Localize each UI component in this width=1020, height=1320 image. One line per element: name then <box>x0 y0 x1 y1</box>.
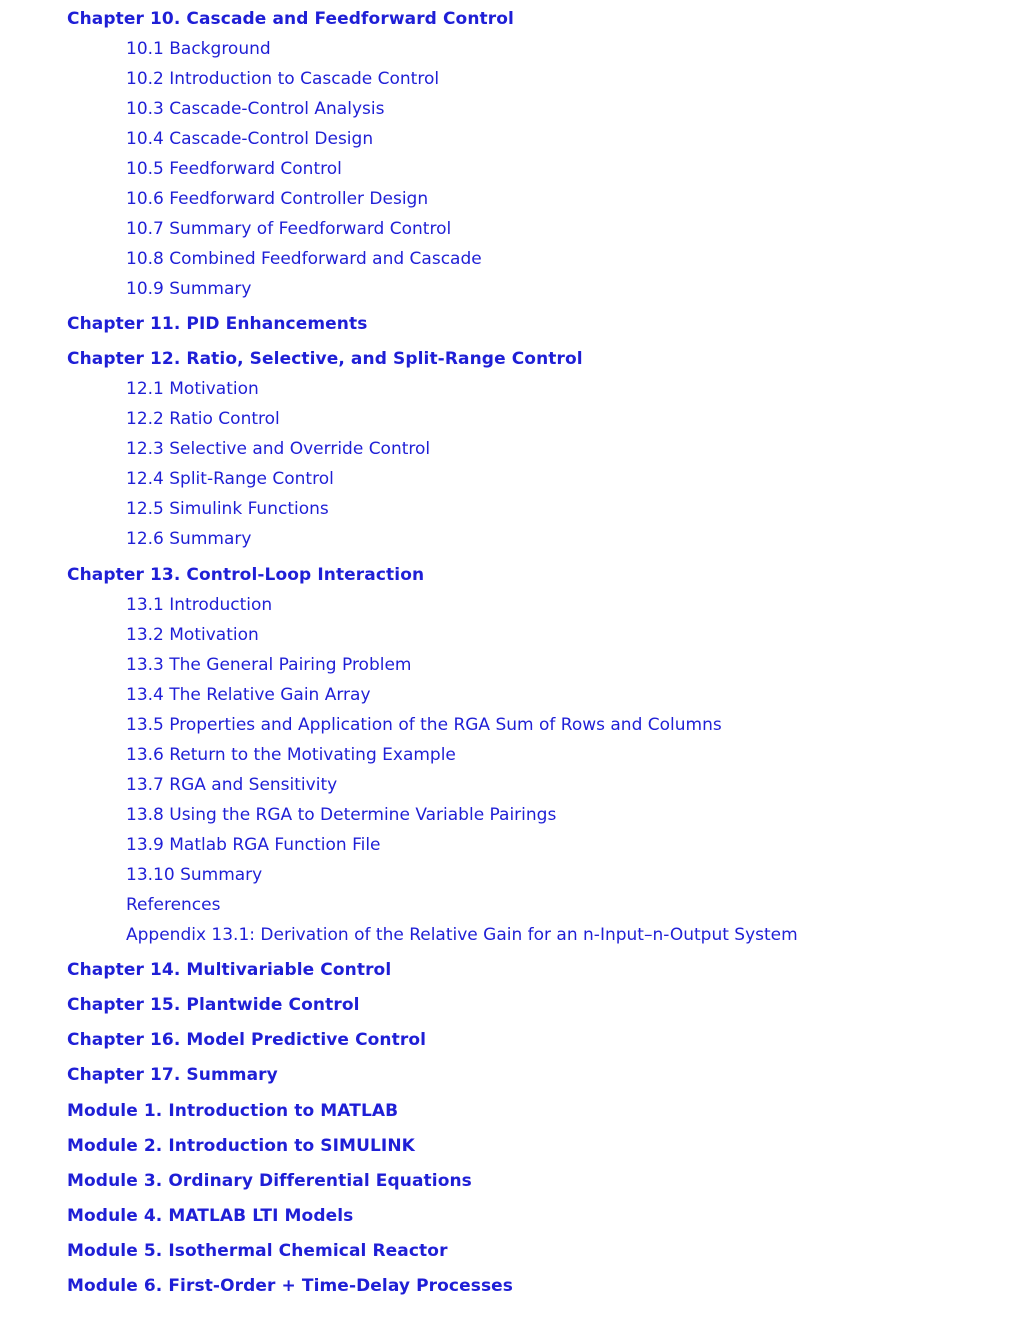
toc-section-13-1[interactable]: 13.1 Introduction <box>126 595 273 615</box>
toc-module-6[interactable]: Module 6. First-Order + Time-Delay Processes <box>67 1276 514 1296</box>
toc-section-10-6[interactable]: 10.6 Feedforward Controller Design <box>126 189 429 209</box>
toc-section-10-7[interactable]: 10.7 Summary of Feedforward Control <box>126 219 452 239</box>
toc-module-5[interactable]: Module 5. Isothermal Chemical Reactor <box>67 1241 448 1261</box>
toc-section-13-7[interactable]: 13.7 RGA and Sensitivity <box>126 775 338 795</box>
toc-module-2[interactable]: Module 2. Introduction to SIMULINK <box>67 1136 415 1156</box>
toc-section-12-4[interactable]: 12.4 Split-Range Control <box>126 469 334 489</box>
toc-section-13-4[interactable]: 13.4 The Relative Gain Array <box>126 685 371 705</box>
toc-section-10-1[interactable]: 10.1 Background <box>126 39 271 59</box>
toc-chapter-14[interactable]: Chapter 14. Multivariable Control <box>67 960 392 980</box>
toc-chapter-17[interactable]: Chapter 17. Summary <box>67 1065 278 1085</box>
toc-section-10-3[interactable]: 10.3 Cascade-Control Analysis <box>126 99 385 119</box>
toc-module-1[interactable]: Module 1. Introduction to MATLAB <box>67 1101 399 1121</box>
toc-chapter-16[interactable]: Chapter 16. Model Predictive Control <box>67 1030 427 1050</box>
toc-section-12-1[interactable]: 12.1 Motivation <box>126 379 259 399</box>
toc-section-12-5[interactable]: 12.5 Simulink Functions <box>126 499 329 519</box>
toc-section-10-5[interactable]: 10.5 Feedforward Control <box>126 159 342 179</box>
toc-section-10-9[interactable]: 10.9 Summary <box>126 279 252 299</box>
toc-module-4[interactable]: Module 4. MATLAB LTI Models <box>67 1206 354 1226</box>
toc-chapter-13[interactable]: Chapter 13. Control-Loop Interaction <box>67 565 425 585</box>
toc-section-12-3[interactable]: 12.3 Selective and Override Control <box>126 439 431 459</box>
toc-appendix-13-1[interactable]: Appendix 13.1: Derivation of the Relative Gain for an n-Input–n-Output System <box>126 925 798 945</box>
toc-section-13-6[interactable]: 13.6 Return to the Motivating Example <box>126 745 456 765</box>
toc-section-12-2[interactable]: 12.2 Ratio Control <box>126 409 280 429</box>
toc-chapter-12[interactable]: Chapter 12. Ratio, Selective, and Split-Range Control <box>67 349 583 369</box>
toc-chapter-11[interactable]: Chapter 11. PID Enhancements <box>67 314 368 334</box>
toc-section-13-9[interactable]: 13.9 Matlab RGA Function File <box>126 835 381 855</box>
toc-section-12-6[interactable]: 12.6 Summary <box>126 529 252 549</box>
toc-section-10-4[interactable]: 10.4 Cascade-Control Design <box>126 129 374 149</box>
toc-module-3[interactable]: Module 3. Ordinary Differential Equations <box>67 1171 472 1191</box>
toc-section-10-8[interactable]: 10.8 Combined Feedforward and Cascade <box>126 249 482 269</box>
toc-references[interactable]: References <box>126 895 221 915</box>
toc-section-13-8[interactable]: 13.8 Using the RGA to Determine Variable Pairings <box>126 805 557 825</box>
toc-section-13-10[interactable]: 13.10 Summary <box>126 865 263 885</box>
toc-section-13-2[interactable]: 13.2 Motivation <box>126 625 259 645</box>
toc-section-13-5[interactable]: 13.5 Properties and Application of the RGA Sum of Rows and Columns <box>126 715 722 735</box>
toc-section-13-3[interactable]: 13.3 The General Pairing Problem <box>126 655 412 675</box>
toc-section-10-2[interactable]: 10.2 Introduction to Cascade Control <box>126 69 440 89</box>
toc-chapter-10[interactable]: Chapter 10. Cascade and Feedforward Control <box>67 9 514 29</box>
toc-chapter-15[interactable]: Chapter 15. Plantwide Control <box>67 995 360 1015</box>
